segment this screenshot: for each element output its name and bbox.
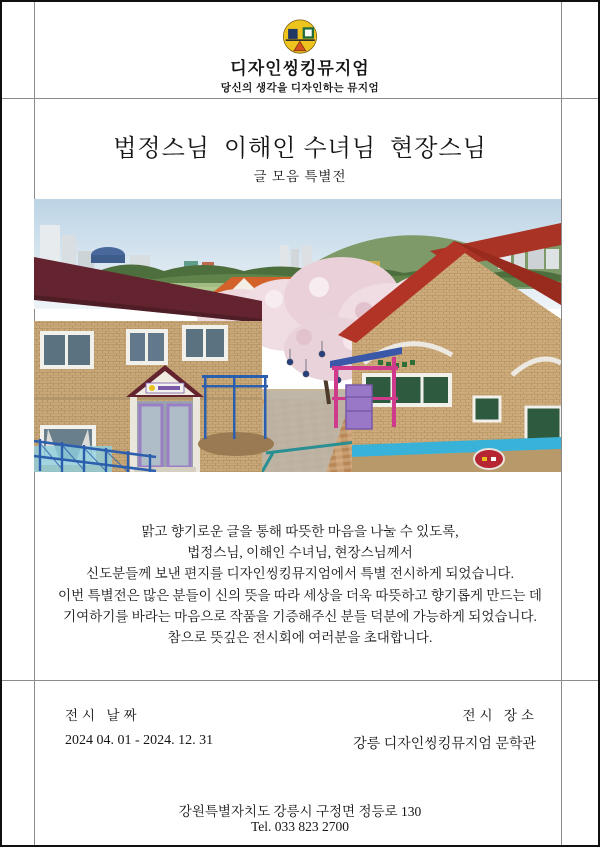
address: 강원특별자치도 강릉시 구정면 정등로 130 (178, 804, 422, 819)
exhibition-subtitle: 글 모음 특별전 (253, 169, 347, 184)
main-content (2, 98, 598, 680)
venue-label: 전시 장소 (462, 708, 538, 723)
campus-photo-illustration (34, 199, 561, 472)
telephone: Tel. 033 823 2700 (250, 819, 350, 834)
museum-balance-logo-icon (279, 17, 321, 57)
invitation-text (32, 521, 568, 648)
campus-photo (34, 199, 561, 472)
exhibition-title: 법정스님 이해인 수녀님 현장스님 (113, 136, 487, 162)
venue-value: 강릉 디자인씽킹뮤지엄 문학관 (353, 737, 536, 752)
invitation-line: 맑고 향기로운 글을 통해 따뜻한 마음을 나눌 수 있도록, (141, 524, 459, 539)
header (2, 2, 598, 98)
date-label: 전시 날짜 (65, 708, 141, 723)
invitation-line: 법정스님, 이해인 수녀님, 현장스님께서 (187, 545, 413, 561)
invitation-line: 기여하기를 바라는 마음으로 작품을 기증해주신 분들 덕분에 가능하게 되었습니다. (63, 608, 537, 624)
museum-tagline: 당신의 생각을 디자인하는 뮤지엄 (220, 82, 380, 94)
exhibition-details (2, 680, 598, 845)
invitation-line: 참으로 뜻깊은 전시회에 여러분을 초대합니다. (167, 630, 433, 646)
invitation-line: 이번 특별전은 많은 분들이 신의 뜻을 따라 세상을 더욱 따뜻하고 향기롭게 만드는 데 (58, 587, 542, 603)
date-value: 2024 04. 01 - 2024. 12. 31 (65, 733, 214, 748)
museum-name: 디자인씽킹뮤지엄 (230, 59, 370, 78)
invitation-line: 신도분들께 보낸 편지를 디자인씽킹뮤지엄에서 특별 전시하게 되었습니다. (86, 566, 514, 582)
